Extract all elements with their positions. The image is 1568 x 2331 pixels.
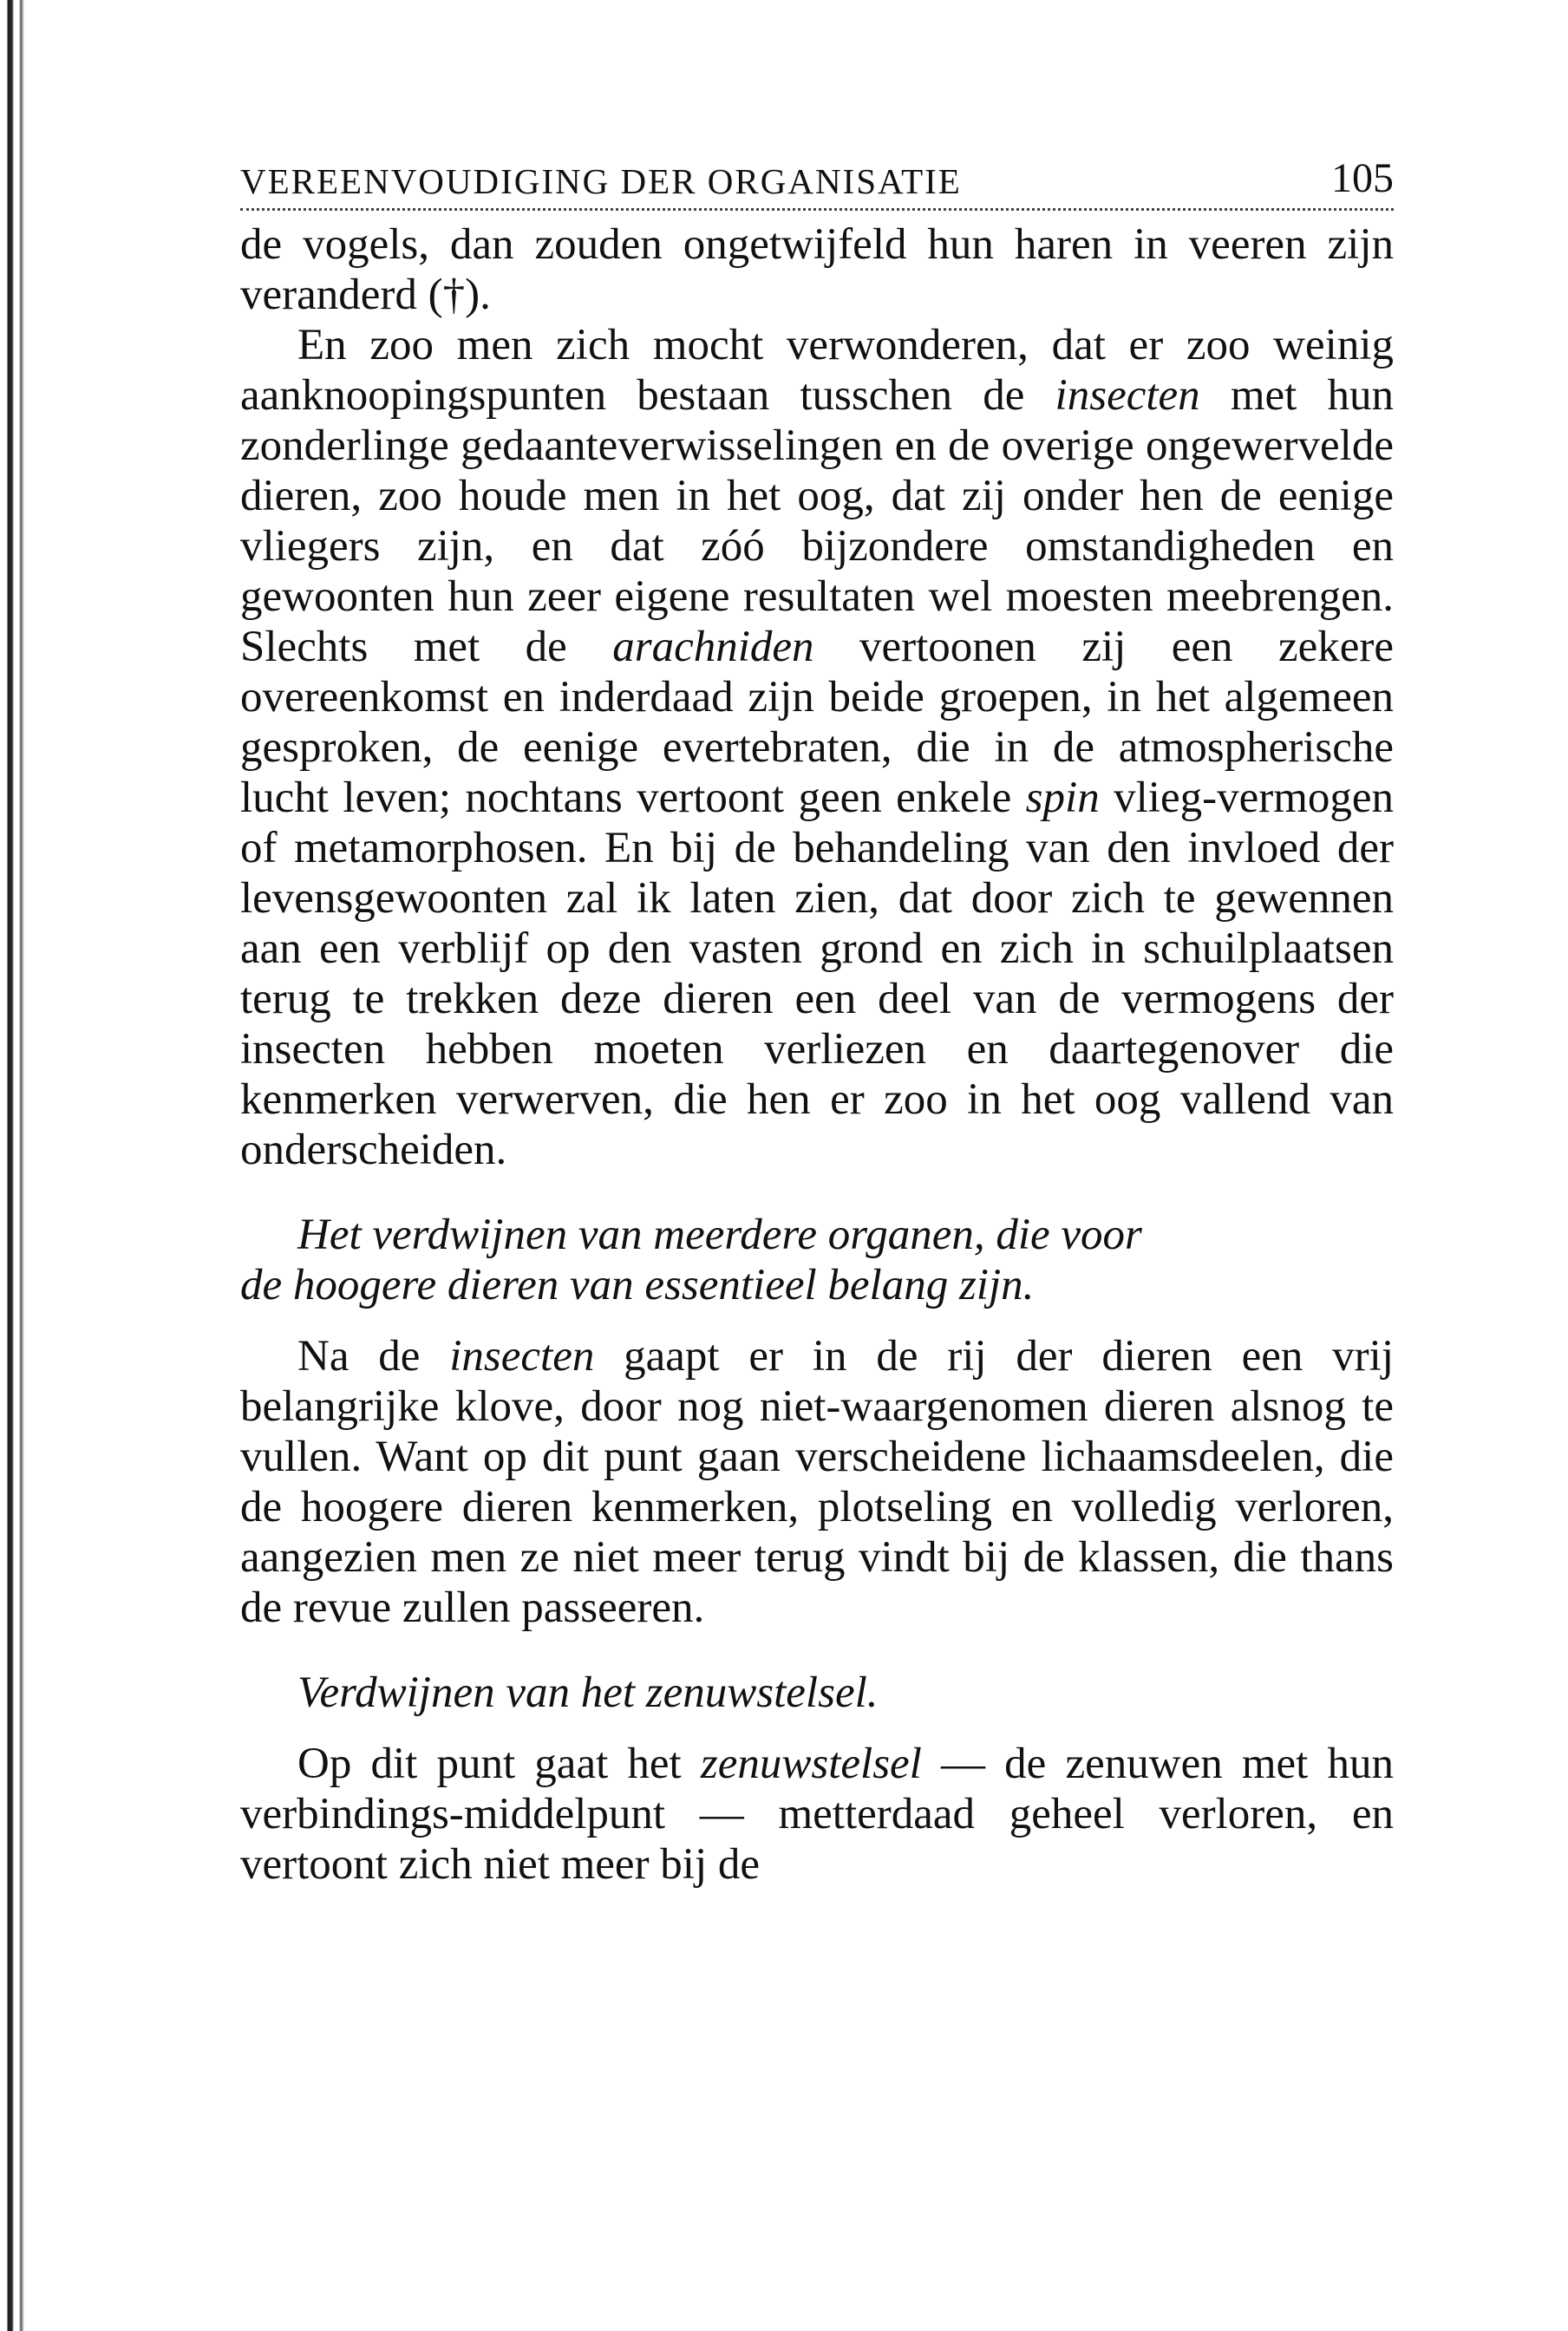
running-head: VEREENVOUDIGING DER ORGANISATIE <box>240 161 962 201</box>
term-insecten: insecten <box>1055 371 1200 420</box>
paragraph-insecten: En zoo men zich mocht verwonderen, dat er zoo weinig aanknoopingspunten bestaan tusschen de insecten met hun zonderlinge gedaanteverwisselingen en de overige ongewervelde dieren, zoo houde men in het oog, dat zij onder hen de eenige vliegers zijn, en dat zóó bijzondere omstandigheden en gewoonten hun zeer eigene resultaten wel moesten meebrengen. Slechts met de arachniden vertoonen zij een zekere overeenkomst en inderdaad zijn beide groepen, in het algemeen gesproken, de eenige evertebraten, die in de atmospherische lucht leven; nochtans vertoont geen enkele spin vlieg-vermogen of metamorphosen. En bij de behandeling van den invloed der levensgewoonten zal ik laten zien, dat door zich te gewennen aan een verblijf op den vasten grond en zich in schuilplaatsen terug te trekken deze dieren een deel van de vermogens der insecten hebben moeten verliezen en daartegenover die kenmerken verwerven, die hen er zoo in het oog vallend van onderscheiden. <box>240 321 1395 1174</box>
paragraph-klove: Na de insecten gaapt er in de rij der dieren een vrij belangrijke klove, door nog niet-waargenomen dieren alsnog te vullen. Want op dit punt gaan verscheidene lichaamsdeelen, die de hoogere dieren kenmerken, plotseling en volledig verloren, aangezien men ze niet meer terug vindt bij de klassen, die thans de revue zullen passeeren. <box>240 1332 1394 1632</box>
term-spin: spin <box>1025 774 1100 822</box>
book-page <box>240 139 1394 2281</box>
page-binding-edge <box>0 0 54 2331</box>
term-insecten-2: insecten <box>449 1332 595 1381</box>
paragraph-continuation: de vogels, dan zouden ongetwijfeld hun haren in veeren zijn veranderd (†). <box>240 220 1394 319</box>
term-zenuwstelsel: zenuwstelsel <box>700 1740 922 1788</box>
paragraph-zenuwstelsel: Op dit punt gaat het zenuwstelsel — de zenuwen met hun verbindings-middelpunt — metterdaad geheel verloren, en vertoont zich niet meer bij de <box>240 1740 1394 1889</box>
section-heading-organen: Het verdwijnen van meerdere organen, die voor de hoogere dieren van essentieel belang zijn. <box>240 1211 1142 1309</box>
section-heading-zenuwstelsel: Verdwijnen van het zenuwstelsel. <box>297 1668 879 1717</box>
page-body <box>240 219 1394 1890</box>
term-arachniden: arachniden <box>612 623 814 671</box>
page-header <box>240 139 1394 211</box>
page-number: 105 <box>1331 155 1394 201</box>
